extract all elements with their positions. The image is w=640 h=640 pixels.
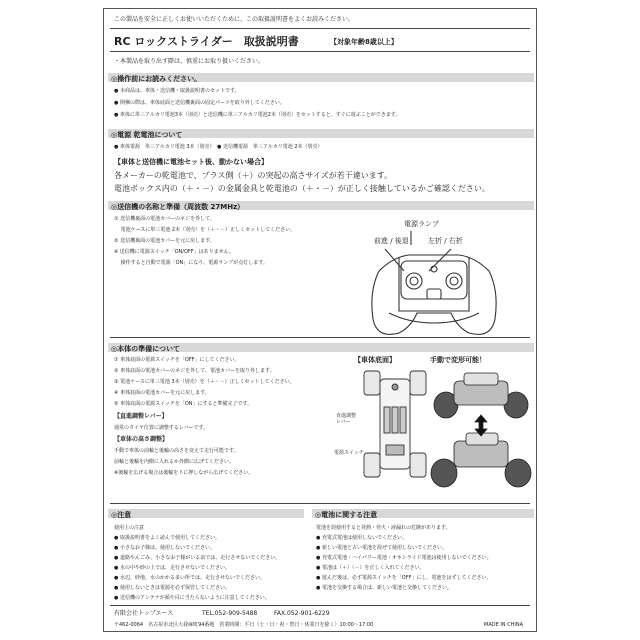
battery-caution-line: 電池を誤使用すると発熱・発火・液漏れの危険があります。 bbox=[316, 525, 451, 531]
caution-line: ● 水の中や砂の上では、走行させないでください。 bbox=[114, 565, 230, 571]
body-step: ③ 電池ケースに単三電池 3本（別売）を（＋・－）正しくセットしてください。 bbox=[114, 379, 295, 385]
transmitter-step: ※ 送信機に電源スイッチ「ON/OFF」はありません。 bbox=[114, 249, 234, 255]
caution-line: ● 小さなお子様は、使用しないでください。 bbox=[114, 545, 215, 551]
trim-lever-text: 通常のタイヤ位置に調整するレバーです。 bbox=[114, 425, 209, 431]
label-forward-back: 前進 / 後退 bbox=[374, 237, 409, 245]
battery-caution-line: ● 電池を交換する場合は、新しい電池と交換してください。 bbox=[316, 585, 452, 591]
battery-caution-line: ● 電池は（＋）（－）を正しく入れてください。 bbox=[316, 565, 425, 571]
divider bbox=[110, 337, 530, 338]
section1-line: ● 開梱の際は、車体底面と送信機裏面の固定パーツを取り外してください。 bbox=[114, 100, 285, 106]
footer-tel: TEL.052-909-5488 bbox=[202, 610, 258, 617]
body-step: ⑤ 車体底面の電源スイッチを「ON」にすると準備完了です。 bbox=[114, 401, 253, 407]
label-body-bottom: 【車体底面】 bbox=[354, 356, 396, 364]
label-power-lamp: 電源ランプ bbox=[404, 220, 439, 228]
footer-fax: FAX.052-901-6229 bbox=[274, 610, 330, 617]
age-badge: 【対象年齢8歳以上】 bbox=[330, 38, 398, 46]
body-step: ① 車体底面の電源スイッチを「OFF」にしてください。 bbox=[114, 357, 240, 363]
body-step: ④ 車体底面の電池カバーを元に戻します。 bbox=[114, 390, 210, 396]
intro-line: この製品を安全に正しくお使いいただくために、この取扱説明書をよくお読みください。 bbox=[114, 16, 355, 23]
caution-line: ● 水辺、砂地、水のかかる多い所では、走行させないでください。 bbox=[114, 575, 265, 581]
transmitter-step: 操作すると自動で電源「ON」になり、電源ランプが点灯します。 bbox=[114, 260, 268, 266]
battery-note-line: 電池ボックス内の（＋・－）の金属金具と乾電池の（＋・－）が正しく接触しているかご確認ください。 bbox=[114, 184, 490, 193]
section1-line: ● 車体に単三アルカリ電池3本（別売）と送信機に単三アルカリ電池2本（別売）をセットすると、すぐに遊ぶことができます。 bbox=[114, 112, 401, 118]
battery-caution-line: ● 充電式電池・ハイパワー電池・オキシライド電池は使用しないでください。 bbox=[316, 555, 492, 561]
section-header-battery: ◎電源 乾電池について bbox=[108, 129, 534, 138]
page-title: RC ロックストライダー 取扱説明書 bbox=[114, 35, 299, 48]
caution-line: ● 道路やんごみ、小さなお子様がいる前では、走行させないでください。 bbox=[114, 555, 281, 561]
section-header-transmitter: ◎送信機の名称と準備（周波数 27MHz） bbox=[108, 201, 534, 210]
section-header-before-use: ◎操作前にお読みください。 bbox=[108, 73, 534, 82]
transmitter-step: 電池ケースに単三電池 2本（別売）を（＋・－）正しくセットしてください。 bbox=[114, 227, 296, 233]
height-adjust-line: 前輪と後輪を内側に入れるか外側に広げてください。 bbox=[114, 459, 235, 465]
trim-lever-title: 【直進調整レバー】 bbox=[114, 413, 168, 420]
height-adjust-line: 手動で車体の前輪と後輪の高さを変えて走行可能です。 bbox=[114, 448, 239, 454]
body-step: ② 車体底面の電池カバーのネジを外して、電池カバーを取り外します。 bbox=[114, 368, 275, 374]
battery-caution-line: ● 新しい電池と古い電池を混ぜて使用しないでください。 bbox=[316, 545, 447, 551]
label-left-right: 左折 / 右折 bbox=[428, 237, 463, 245]
section-header-battery-caution: ◎電池に関する注意 bbox=[312, 509, 534, 518]
height-adjust-line: ※後輪を広げる場合は後輪を下に押しながら広げてください。 bbox=[114, 470, 254, 476]
transmitter-illustration bbox=[359, 231, 509, 349]
label-trim-lever: 直進調整 レバー bbox=[336, 413, 357, 425]
transmitter-step: ② 送信機裏面の電池カバーを元に戻します。 bbox=[114, 238, 215, 244]
divider bbox=[110, 503, 530, 504]
divider bbox=[110, 51, 530, 52]
footer-company: 有限会社トップエース bbox=[114, 610, 174, 617]
caution-line: ● 送信機のアンテナが顔や目に当たらないように注意してください。 bbox=[114, 595, 270, 601]
divider bbox=[110, 605, 530, 606]
instruction-sheet bbox=[103, 8, 537, 632]
battery-note-title: 【車体と送信機に電池セット後、動かない場合】 bbox=[114, 158, 268, 166]
remove-note: ・本製品を取り出す際は、慎重にお取り扱いください。 bbox=[114, 58, 265, 65]
section-header-caution: ◎注意 bbox=[108, 509, 304, 518]
battery-note-line: 各メーカーの乾電池で、プラス側（＋）の突起の高さサイズが若干違います。 bbox=[114, 171, 393, 180]
caution-line: ● 使用しないときは電源を必ず保管してください。 bbox=[114, 585, 230, 591]
car-bottom-illustration bbox=[362, 367, 428, 483]
battery-caution-line: ● 充電式電池は使用しないでください。 bbox=[316, 535, 407, 541]
footer-made-in: MADE IN CHINA bbox=[484, 622, 524, 628]
footer-address: 〒462-0064 名古屋市北区大我麻町94番地 営業時間：平日（土・日・祝・祭日・休業日を除く）10:00～17:00 bbox=[114, 622, 374, 628]
height-adjust-title: 【車体の高さ調整】 bbox=[114, 436, 169, 443]
label-transform: 手動で変形可能！ bbox=[430, 356, 486, 364]
divider bbox=[110, 28, 530, 29]
section-header-body-prep: ◎本体の準備について bbox=[108, 343, 534, 352]
caution-line: ● 取扱説明書をよく読んで使用してください。 bbox=[114, 535, 220, 541]
section1-line: ● 本商品は、車体・送信機・取扱説明書のセットです。 bbox=[114, 88, 240, 94]
transmitter-step: ① 送信機裏面の電池カバーのネジを外して、 bbox=[114, 216, 215, 222]
label-power-switch: 電源スイッチ bbox=[334, 450, 364, 456]
battery-caution-line: ● 遊んだ後は、必ず電源スイッチを「OFF」にし、電池をはずしてください。 bbox=[316, 575, 492, 581]
battery-spec: ● 車体電源 単三アルカリ電池 3本（別売） ● 送信機電源 単三アルカリ電池 2本（別売） bbox=[114, 144, 323, 150]
car-transform-illustration bbox=[430, 367, 534, 501]
caution-line: 使用上の注意 bbox=[114, 525, 145, 531]
